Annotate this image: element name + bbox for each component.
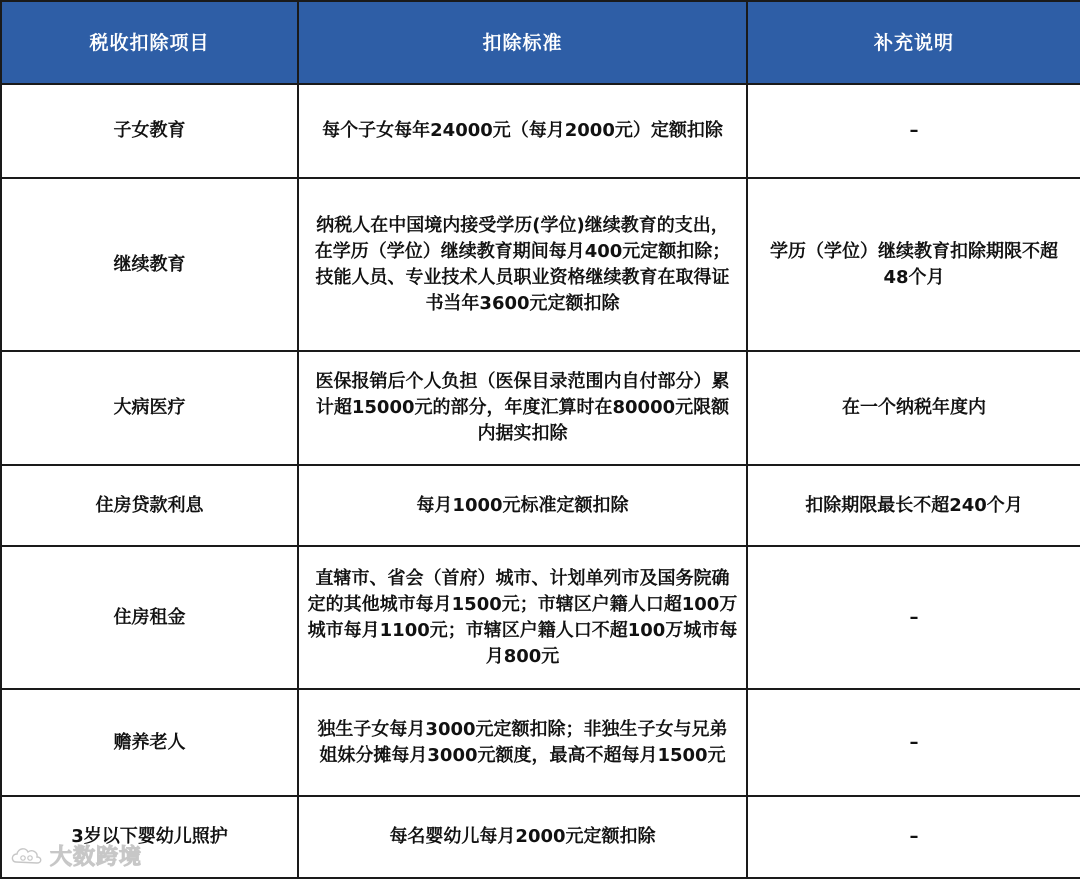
cell-item: 3岁以下婴幼儿照护: [1, 796, 298, 878]
cell-note: –: [747, 689, 1080, 796]
cell-standard: 每名婴幼儿每月2000元定额扣除: [298, 796, 747, 878]
cell-note: –: [747, 84, 1080, 178]
cell-note: 扣除期限最长不超240个月: [747, 465, 1080, 546]
cell-note: –: [747, 796, 1080, 878]
table-row: [1, 84, 1080, 178]
cell-item: 住房租金: [1, 546, 298, 689]
cell-standard: 独生子女每月3000元定额扣除；非独生子女与兄弟姐妹分摊每月3000元额度，最高不超每月1500元: [298, 689, 747, 796]
cell-note: 在一个纳税年度内: [747, 351, 1080, 465]
cell-item: 继续教育: [1, 178, 298, 351]
cell-standard: 医保报销后个人负担（医保目录范围内自付部分）累计超15000元的部分，年度汇算时在80000元限额内据实扣除: [298, 351, 747, 465]
header-standard: 扣除标准: [298, 1, 747, 84]
cell-item: 赡养老人: [1, 689, 298, 796]
table-row: [1, 351, 1080, 465]
header-note: 补充说明: [747, 1, 1080, 84]
cell-item: 子女教育: [1, 84, 298, 178]
table-row: [1, 689, 1080, 796]
cell-item: 住房贷款利息: [1, 465, 298, 546]
cloud-logo-icon: [10, 844, 44, 868]
cell-item: 大病医疗: [1, 351, 298, 465]
table-header-row: [1, 1, 1080, 84]
cell-note: –: [747, 546, 1080, 689]
table-row: [1, 546, 1080, 689]
cell-standard: 每个子女每年24000元（每月2000元）定额扣除: [298, 84, 747, 178]
watermark-text: 大数跨境: [50, 845, 143, 870]
cell-note: 学历（学位）继续教育扣除期限不超48个月: [747, 178, 1080, 351]
table-row: [1, 178, 1080, 351]
cell-standard: 每月1000元标准定额扣除: [298, 465, 747, 546]
table-row: [1, 465, 1080, 546]
watermark: [10, 840, 142, 871]
header-item: 税收扣除项目: [1, 1, 298, 84]
cell-standard: 纳税人在中国境内接受学历(学位)继续教育的支出，在学历（学位）继续教育期间每月400元定额扣除；技能人员、专业技术人员职业资格继续教育在取得证书当年3600元定额扣除: [298, 178, 747, 351]
table-row: [1, 796, 1080, 878]
cell-standard: 直辖市、省会（首府）城市、计划单列市及国务院确定的其他城市每月1500元；市辖区户籍人口超100万城市每月1100元；市辖区户籍人口不超100万城市每月800元: [298, 546, 747, 689]
